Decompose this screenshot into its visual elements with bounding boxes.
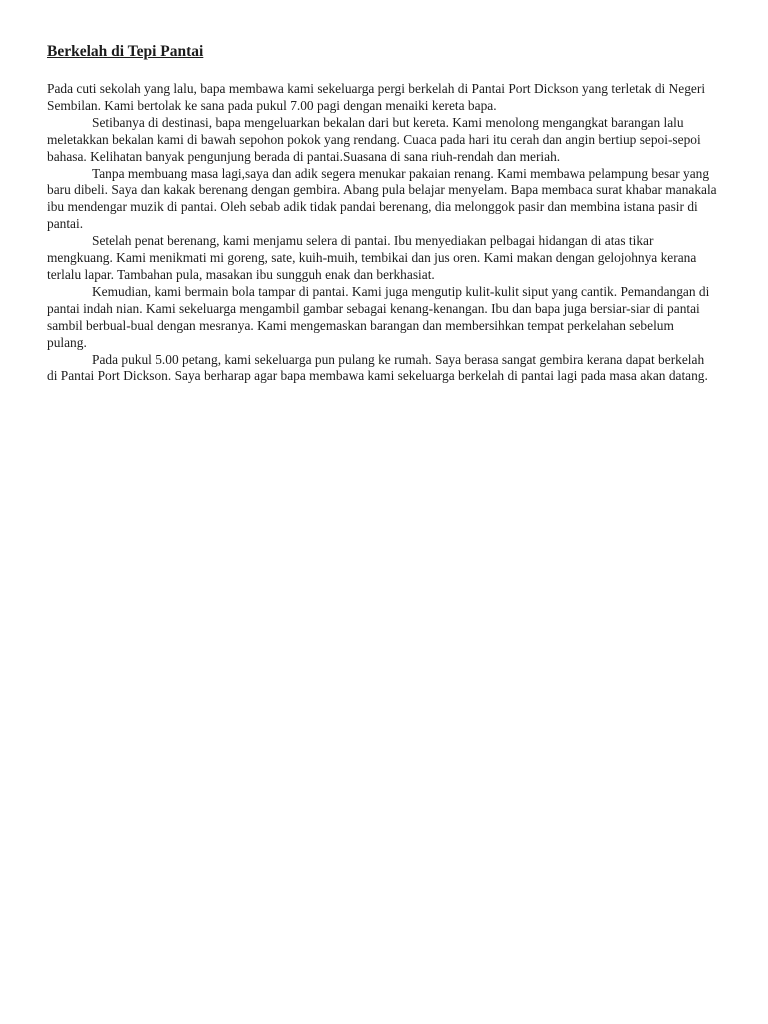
- paragraph-activities: Kemudian, kami bermain bola tampar di pantai. Kami juga mengutip kulit-kulit siput yang cantik. Pemandangan di pantai indah nian. Kami sekeluarga mengambil gambar sebagai kenang-kenangan. Ibu dan bapa juga bersiar-siar di pantai sambil berbual-bual dengan mesranya. Kami mengemaskan barangan dan membersihkan tempat perkelahan sebelum pulang.: [47, 283, 710, 350]
- paragraph-conclusion: Pada pukul 5.00 petang, kami sekeluarga pun pulang ke rumah. Saya berasa sangat gembira kerana dapat berkelah di Pantai Port Dickson. Saya berharap agar bapa membawa kami sekeluarga berkelah di pantai lagi pada masa akan datang.: [47, 351, 708, 384]
- paragraph-arrival: Setibanya di destinasi, bapa mengeluarkan bekalan dari but kereta. Kami menolong mengangkat barangan lalu meletakkan bekalan kami di bawah sepohon pokok yang rendang. Cuaca pada hari itu cerah dan angin bertiup sepoi-sepoi bahasa. Kelihatan banyak pengunjung berada di pantai.Suasana di sana riuh-rendah dan meriah.: [47, 114, 701, 164]
- paragraph-swimming: Tanpa membuang masa lagi,saya dan adik segera menukar pakaian renang. Kami membawa pelampung besar yang baru dibeli. Saya dan kakak berenang dengan gembira. Abang pula belajar menyelam. Bapa membaca surat khabar manakala ibu mendengar muzik di pantai. Oleh sebab adik tidak pandai berenang, dia melonggok pasir dan membina istana pasir di pantai.: [47, 165, 717, 232]
- document-page: [47, 42, 717, 385]
- paragraph-intro: Pada cuti sekolah yang lalu, bapa membawa kami sekeluarga pergi berkelah di Pantai Port Dickson yang terletak di Negeri Sembilan. Kami bertolak ke sana pada pukul 7.00 pagi dengan menaiki kereta bapa.: [47, 81, 706, 113]
- document-title: Berkelah di Tepi Pantai: [47, 43, 204, 60]
- document-body: [47, 81, 717, 385]
- paragraph-meal: Setelah penat berenang, kami menjamu selera di pantai. Ibu menyediakan pelbagai hidangan di atas tikar mengkuang. Kami menikmati mi goreng, sate, kuih-muih, tembikai dan jus oren. Kami makan dengan gelojohnya kerana terlalu lapar. Tambahan pula, masakan ibu sungguh enak dan berkhasiat.: [47, 233, 697, 282]
